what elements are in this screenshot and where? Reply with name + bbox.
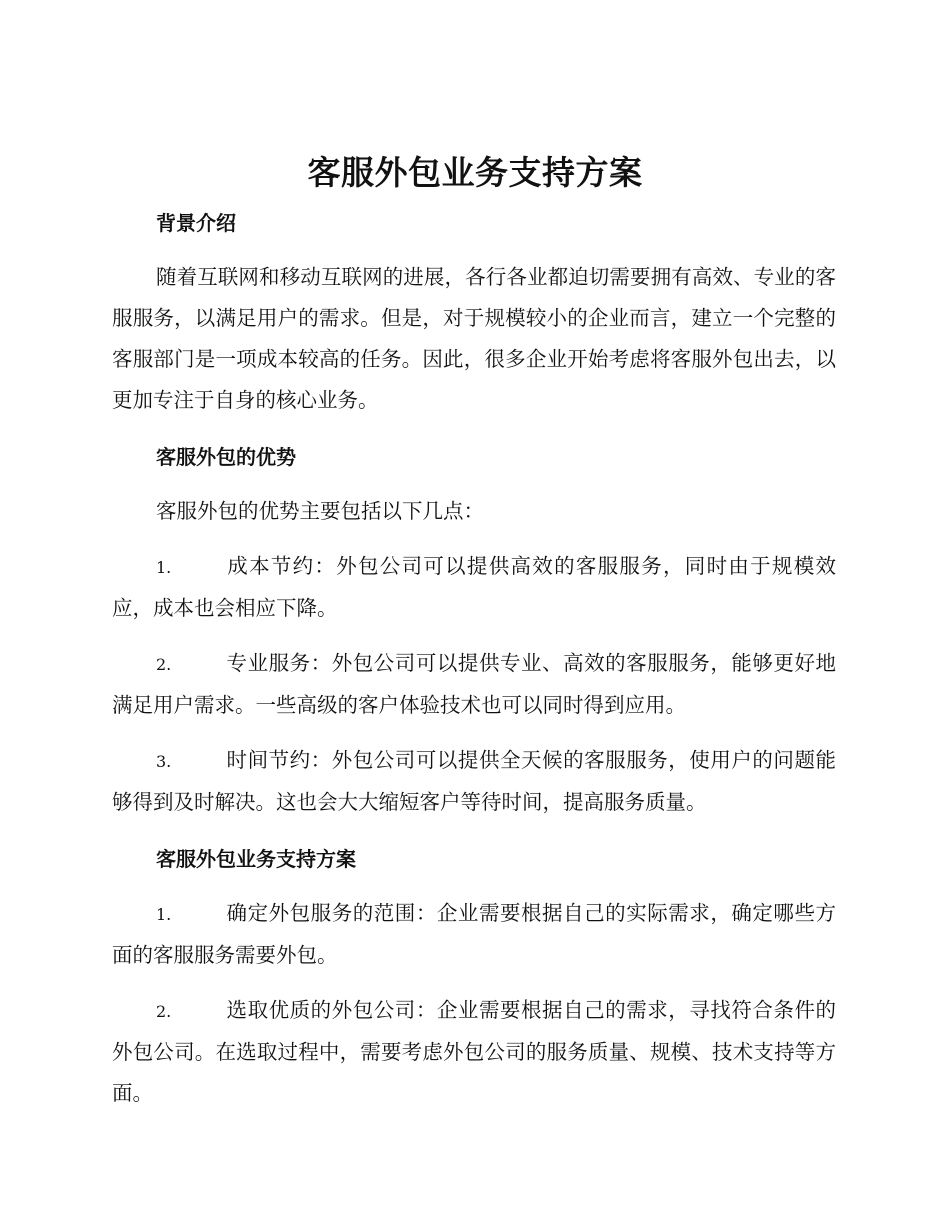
advantages-intro: 客服外包的优势主要包括以下几点： [156,499,484,523]
list-item-text: 成本节约：外包公司可以提供高效的客服服务，同时由于规模效应，成本也会相应下降。 [112,554,836,620]
section-heading-support-plan: 客服外包业务支持方案 [156,847,356,871]
advantage-item-2 [112,643,836,726]
list-item-text: 确定外包服务的范围：企业需要根据自己的实际需求，确定哪些方面的客服服务需要外包。 [112,901,836,967]
section-heading-advantages: 客服外包的优势 [156,445,296,469]
plan-item-2 [112,990,836,1114]
document-body [112,200,836,1114]
list-number: 1. [156,558,172,577]
list-number: 2. [156,1002,172,1021]
list-item-text: 时间节约：外包公司可以提供全天候的客服服务，使用户的问题能够得到及时解决。这也会大大缩短客户等待时间，提高服务质量。 [112,748,836,814]
section-heading-background: 背景介绍 [156,211,236,235]
advantage-item-3 [112,740,836,823]
list-number: 2. [156,655,172,674]
plan-item-1 [112,893,836,976]
list-number: 1. [156,905,172,924]
list-item-text: 选取优质的外包公司：企业需要根据自己的需求，寻找符合条件的外包公司。在选取过程中，需要考虑外包公司的服务质量、规模、技术支持等方面。 [112,998,836,1105]
document-title: 客服外包业务支持方案 [307,153,643,192]
advantage-item-1 [112,546,836,629]
list-item-text: 专业服务：外包公司可以提供专业、高效的客服服务，能够更好地满足用户需求。一些高级的客户体验技术也可以同时得到应用。 [112,651,836,717]
background-paragraph: 随着互联网和移动互联网的进展，各行各业都迫切需要拥有高效、专业的客服服务，以满足用户的需求。但是，对于规模较小的企业而言，建立一个完整的客服部门是一项成本较高的任务。因此，很多企业开始考虑将客服外包出去，以更加专注于自身的核心业务。 [112,265,836,412]
list-number: 3. [156,752,172,771]
